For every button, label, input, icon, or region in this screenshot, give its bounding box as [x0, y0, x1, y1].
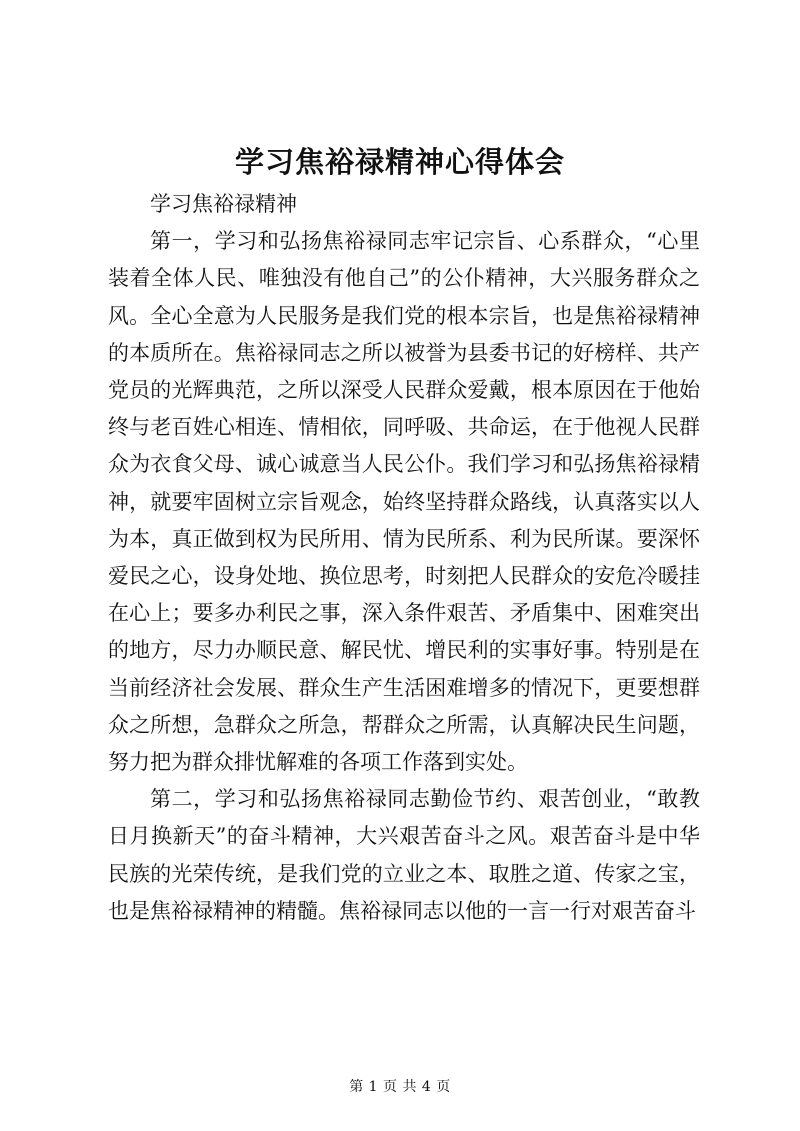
subheading: 学习焦裕禄精神 [150, 192, 297, 216]
paragraph-2: 第二，学习和弘扬焦裕禄同志勤俭节约、艰苦创业，“敢教日月换新天”的奋斗精神，大兴艰苦奋斗之风。艰苦奋斗是中华民族的光荣传统，是我们党的立业之本、取胜之道、传家之宝，也是焦裕禄精神的精髓。焦裕禄同志以他的一言一行对艰苦奋斗 [108, 787, 700, 923]
document-title: 学习焦裕禄精神心得体会 [234, 145, 565, 179]
document-body [108, 186, 700, 930]
paragraph-1: 第一，学习和弘扬焦裕禄同志牢记宗旨、心系群众，“心里装着全体人民、唯独没有他自己”的公仆精神，大兴服务群众之风。全心全意为人民服务是我们党的根本宗旨，也是焦裕禄精神的本质所在。焦裕禄同志之所以被誉为县委书记的好榜样、共产党员的光辉典范，之所以深受人民群众爱戴，根本原因在于他始终与老百姓心相连、情相依，同呼吸、共命运，在于他视人民群众为衣食父母、诚心诚意当人民公仆。我们学习和弘扬焦裕禄精神，就要牢固树立宗旨观念，始终坚持群众路线，认真落实以人为本，真正做到权为民所用、情为民所系、利为民所谋。要深怀爱民之心，设身处地、换位思考，时刻把人民群众的安危冷暖挂在心上；要多办利民之事，深入条件艰苦、矛盾集中、困难突出的地方，尽力办顺民意、解民忧、增民利的实事好事。特别是在当前经济社会发展、群众生产生活困难增多的情况下，更要想群众之所想，急群众之所急，帮群众之所需，认真解决民生问题，努力把为群众排忧解难的各项工作落到实处。 [108, 229, 700, 775]
page-footer: 第 1 页 共 4 页 [349, 1079, 451, 1095]
